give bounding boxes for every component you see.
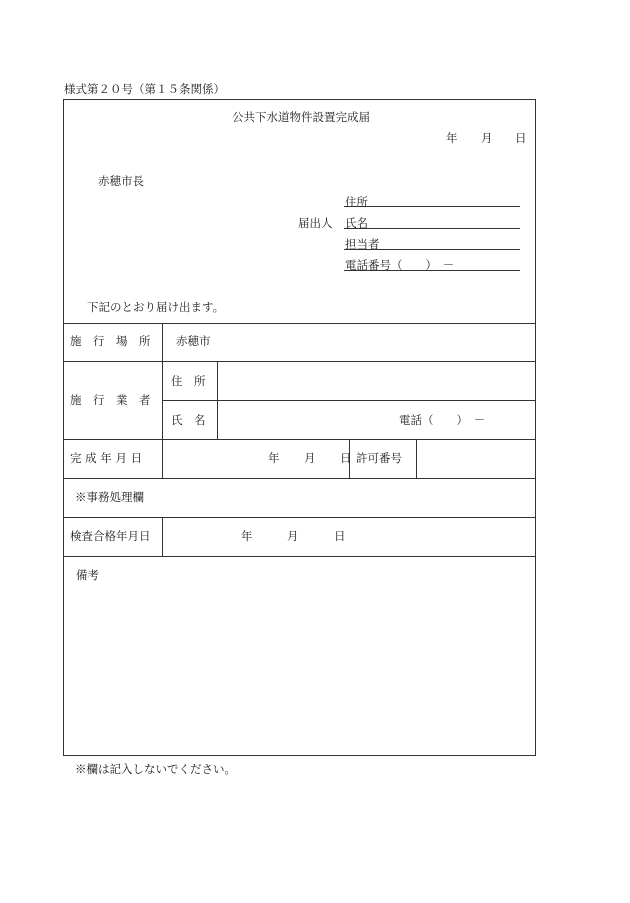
applicant-person-label: 担当者 [345, 237, 380, 251]
row-divider [63, 517, 536, 518]
completion-year-label: 年 [268, 451, 280, 465]
row-divider [63, 556, 536, 557]
row-divider [63, 323, 536, 324]
applicant-address-label: 住所 [345, 195, 368, 209]
column-divider [416, 439, 417, 478]
date-year-label: 年 [446, 131, 458, 145]
date-day-label: 日 [515, 131, 527, 145]
site-value[interactable]: 赤穂市 [176, 334, 211, 348]
completion-month-label: 月 [304, 451, 316, 465]
column-divider [217, 361, 218, 439]
row-divider [63, 439, 536, 440]
form-number: 様式第２０号（第１５条関係） [64, 82, 225, 96]
applicant-phone-line[interactable] [344, 270, 520, 271]
applicant-address-line[interactable] [344, 206, 520, 207]
column-divider [162, 323, 163, 478]
inspection-month-label: 月 [287, 529, 299, 543]
footnote: ※欄は記入しないでください。 [75, 762, 236, 776]
completion-label: 完 成 年 月 日 [70, 451, 143, 465]
office-use-label: ※事務処理欄 [75, 490, 144, 504]
completion-day-label: 日 [340, 451, 352, 465]
contractor-name-label: 氏 名 [171, 413, 206, 427]
contractor-phone: 電話（ ） － [399, 413, 486, 427]
form-title: 公共下水道物件設置完成届 [232, 110, 370, 124]
addressee: 赤穂市長 [98, 174, 144, 188]
inspection-year-label: 年 [241, 529, 253, 543]
contractor-address-label: 住 所 [171, 374, 206, 388]
column-divider [162, 517, 163, 556]
applicant-label: 届出人 [298, 216, 333, 230]
row-divider [63, 478, 536, 479]
remarks-label: 備考 [76, 568, 99, 582]
site-label: 施 行 場 所 [70, 334, 151, 348]
permit-label: 許可番号 [356, 451, 402, 465]
intro-text: 下記のとおり届け出ます。 [87, 300, 225, 314]
applicant-name-line[interactable] [344, 228, 520, 229]
contractor-label: 施 行 業 者 [70, 393, 151, 407]
inspection-day-label: 日 [334, 529, 346, 543]
row-divider [162, 400, 536, 401]
form-frame [63, 99, 536, 756]
applicant-phone-label: 電話番号（ ） － [345, 258, 455, 272]
date-month-label: 月 [481, 131, 493, 145]
applicant-name-label: 氏名 [345, 216, 368, 230]
inspection-label: 検査合格年月日 [70, 529, 151, 543]
applicant-person-line[interactable] [344, 249, 520, 250]
row-divider [63, 361, 536, 362]
